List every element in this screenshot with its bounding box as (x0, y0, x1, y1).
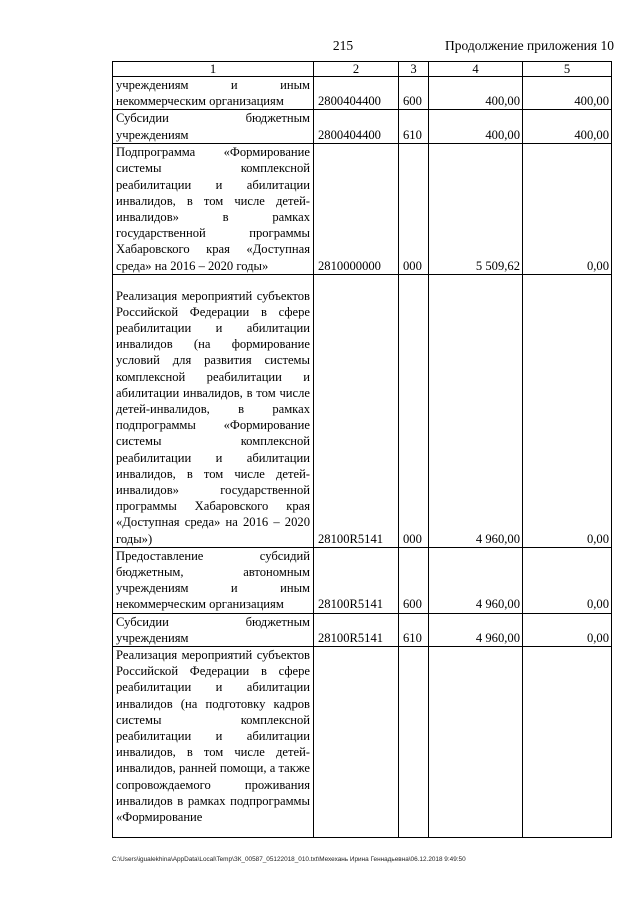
row-sum2 (523, 647, 612, 838)
column-header-5: 5 (523, 62, 612, 77)
column-header-3: 3 (399, 62, 429, 77)
row-code: 28100R5141 (314, 547, 399, 613)
column-header-4: 4 (429, 62, 523, 77)
row-sum1 (429, 647, 523, 838)
table-row (113, 647, 612, 838)
table-row (113, 77, 612, 110)
row-type: 600 (399, 547, 429, 613)
row-type: 610 (399, 613, 429, 646)
row-name: Реализация мероприятий субъектов Российской Федерации в сфере реабилитации и абилитации инвалидов (на подготовку кадров системы комплексной реабилитации и абилитации инвалидов, в том числе детей-инвалидов, ранней помощи, а также сопровождаемого проживания инвалидов в рамках подпрограммы «Формирование (113, 647, 314, 838)
row-code: 2800404400 (314, 77, 399, 110)
row-type: 000 (399, 143, 429, 274)
row-type (399, 647, 429, 838)
row-sum2: 0,00 (523, 274, 612, 547)
row-sum2: 0,00 (523, 547, 612, 613)
row-name: Предоставление субсидий бюджетным, автономным учреждениям и иным некоммерческим организациям (113, 547, 314, 613)
row-type: 000 (399, 274, 429, 547)
row-name: Субсидии бюджетным учреждениям (113, 613, 314, 646)
column-header-2: 2 (314, 62, 399, 77)
page-number: 215 (332, 38, 354, 53)
row-sum1: 5 509,62 (429, 143, 523, 274)
row-sum2: 400,00 (523, 77, 612, 110)
row-sum1: 4 960,00 (429, 613, 523, 646)
row-sum2: 400,00 (523, 110, 612, 143)
row-name: Реализация мероприятий субъектов Российской Федерации в сфере реабилитации и абилитации инвалидов (на формирование условий для развития системы комплексной реабилитации и абилитации инвалидов, в том числе детей-инвалидов, в рамках подпрограммы «Формирование системы комплексной реабилитации и абилитации инвалидов, в том числе детей-инвалидов» государственной программы Хабаровского края «Доступная среда» на 2016 – 2020 годы») (113, 274, 314, 547)
table-row (113, 143, 612, 274)
row-code: 28100R5141 (314, 274, 399, 547)
row-code (314, 647, 399, 838)
row-sum2: 0,00 (523, 613, 612, 646)
row-sum1: 4 960,00 (429, 547, 523, 613)
row-sum2: 0,00 (523, 143, 612, 274)
table-row (113, 613, 612, 646)
row-name: Субсидии бюджетным учреждениям (113, 110, 314, 143)
column-header-1: 1 (113, 62, 314, 77)
footer-file-path: C:\Users\igualekhina\AppData\Local\Temp\ЗК_00587_05122018_010.txt\Мехехань Ирина Геннадьевна\06.12.2018 9:49:50 (112, 856, 466, 863)
table-row (113, 110, 612, 143)
budget-table (112, 61, 612, 838)
row-type: 600 (399, 77, 429, 110)
continuation-label: Продолжение приложения 10 (444, 38, 614, 53)
row-code: 2800404400 (314, 110, 399, 143)
row-sum1: 400,00 (429, 110, 523, 143)
row-code: 28100R5141 (314, 613, 399, 646)
row-sum1: 4 960,00 (429, 274, 523, 547)
row-code: 2810000000 (314, 143, 399, 274)
row-sum1: 400,00 (429, 77, 523, 110)
row-name: учреждениям и иным некоммерческим организациям (113, 77, 314, 110)
table-row (113, 274, 612, 547)
table-row (113, 547, 612, 613)
table-header-row (113, 62, 612, 77)
row-type: 610 (399, 110, 429, 143)
row-name: Подпрограмма «Формирование системы комплексной реабилитации и абилитации инвалидов, в том числе детей-инвалидов» в рамках государственной программы Хабаровского края «Доступная среда» на 2016 – 2020 годы» (113, 143, 314, 274)
